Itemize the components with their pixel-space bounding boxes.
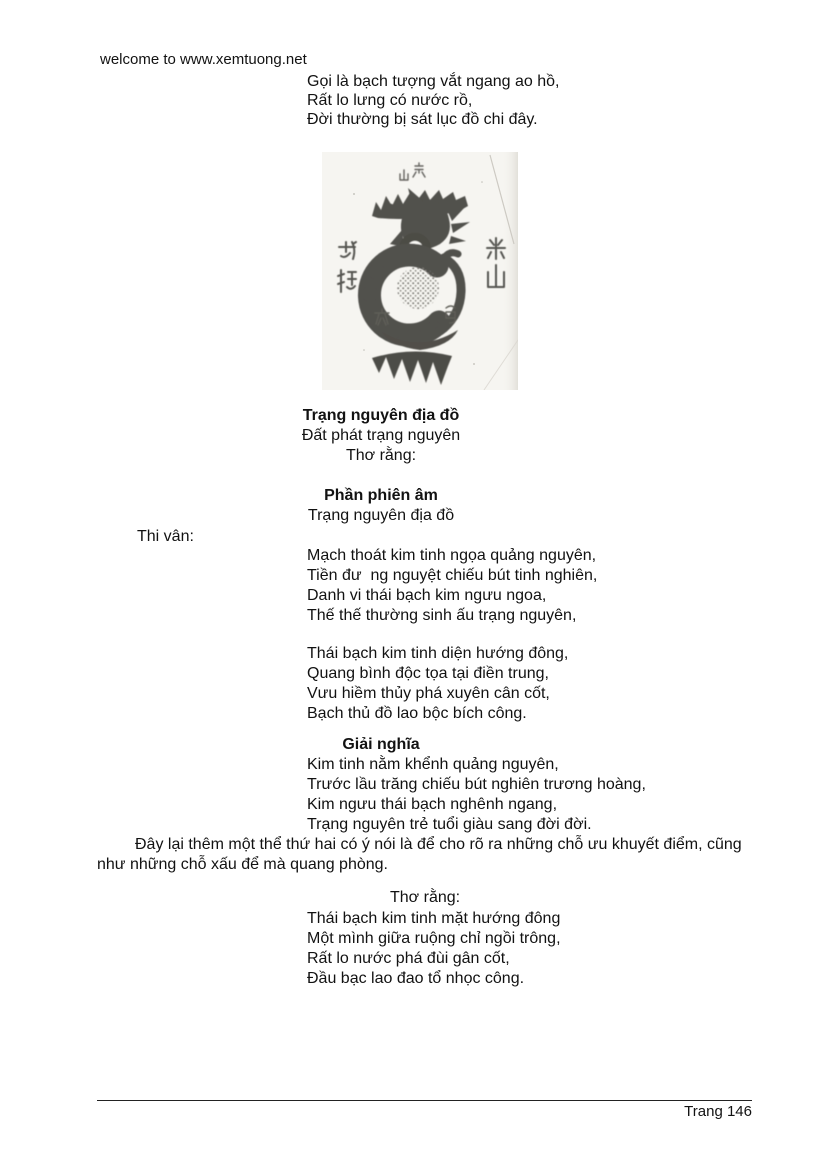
poem-line: Thế thế thường sinh ấu trạng nguyên, bbox=[307, 607, 577, 624]
title-block bbox=[96, 406, 666, 466]
poem-line: Vưu hiềm thủy phá xuyên cân cốt, bbox=[307, 685, 550, 702]
giai-nghia-verse bbox=[307, 755, 646, 835]
thi-van-label: Thi vân: bbox=[137, 528, 194, 545]
poem-line: Bạch thủ đồ lao bộc bích công. bbox=[307, 705, 527, 722]
tho-rang-2-verse bbox=[307, 909, 561, 989]
page-number-label: Trang 146 bbox=[684, 1103, 752, 1120]
phien-am-heading-block bbox=[96, 486, 666, 526]
poem-line: Tiền đư ng nguyệt chiếu bút tinh nghiên, bbox=[307, 567, 598, 584]
poem-line: Thái bạch kim tinh diện hướng đông, bbox=[307, 645, 569, 662]
intro-poem bbox=[307, 72, 559, 129]
footer-divider bbox=[97, 1100, 752, 1101]
poem-line: Trước lầu trăng chiếu bút nghiên trương hoàng, bbox=[307, 776, 646, 793]
site-welcome-note: welcome to www.xemtuong.net bbox=[100, 51, 307, 68]
tho-rang-2-label: Thơ rằng: bbox=[390, 889, 461, 906]
giai-nghia-heading-block bbox=[96, 735, 666, 755]
phien-am-subheading: Trạng nguyên địa đồ bbox=[307, 507, 455, 524]
phien-am-verse-1 bbox=[307, 546, 597, 626]
stamp-figure-svg bbox=[322, 152, 518, 390]
tho-rang-label: Thơ rằng: bbox=[345, 447, 417, 464]
phien-am-verse-2 bbox=[307, 644, 568, 724]
poem-line: Đầu bạc lao đao tổ nhọc công. bbox=[307, 970, 525, 987]
poem-line: Quang bình độc tọa tại điền trung, bbox=[307, 665, 549, 682]
poem-line: Danh vi thái bạch kim ngưu ngoa, bbox=[307, 587, 547, 604]
intro-poem-line: Rất lo lưng có nước rồ, bbox=[307, 92, 473, 109]
stippled-center-shape bbox=[397, 267, 439, 309]
section-subtitle: Đất phát trạng nguyên bbox=[301, 427, 461, 444]
poem-line: Một mình giữa ruộng chỉ ngồi trông, bbox=[307, 930, 561, 947]
section-title: Trạng nguyên địa đồ bbox=[302, 407, 460, 424]
scan-edge-shading bbox=[502, 152, 518, 390]
poem-line: Thái bạch kim tinh mặt hướng đông bbox=[307, 910, 561, 927]
intro-poem-line: Gọi là bạch tượng vắt ngang ao hồ, bbox=[307, 73, 560, 90]
poem-line: Mạch thoát kim tinh ngọa quảng nguyên, bbox=[307, 547, 597, 564]
intro-poem-line: Đời thường bị sát lục đồ chi đây. bbox=[307, 111, 538, 128]
poem-line: Kim ngưu thái bạch nghênh ngang, bbox=[307, 796, 558, 813]
giai-nghia-heading: Giải nghĩa bbox=[342, 736, 420, 753]
phien-am-heading: Phần phiên âm bbox=[324, 487, 438, 504]
poem-line: Rất lo nước phá đùi gân cốt, bbox=[307, 950, 510, 967]
poem-line: Kim tinh nằm khểnh quảng nguyên, bbox=[307, 756, 559, 773]
poem-line: Trạng nguyên trẻ tuổi giàu sang đời đời. bbox=[307, 816, 592, 833]
feng-shui-map-figure bbox=[322, 152, 518, 390]
giai-nghia-paragraph: Đây lại thêm một thể thứ hai có ý nói là để cho rõ ra những chỗ ưu khuyết điểm, cũng như những chỗ xấu để mà quang phòng. bbox=[97, 836, 742, 873]
